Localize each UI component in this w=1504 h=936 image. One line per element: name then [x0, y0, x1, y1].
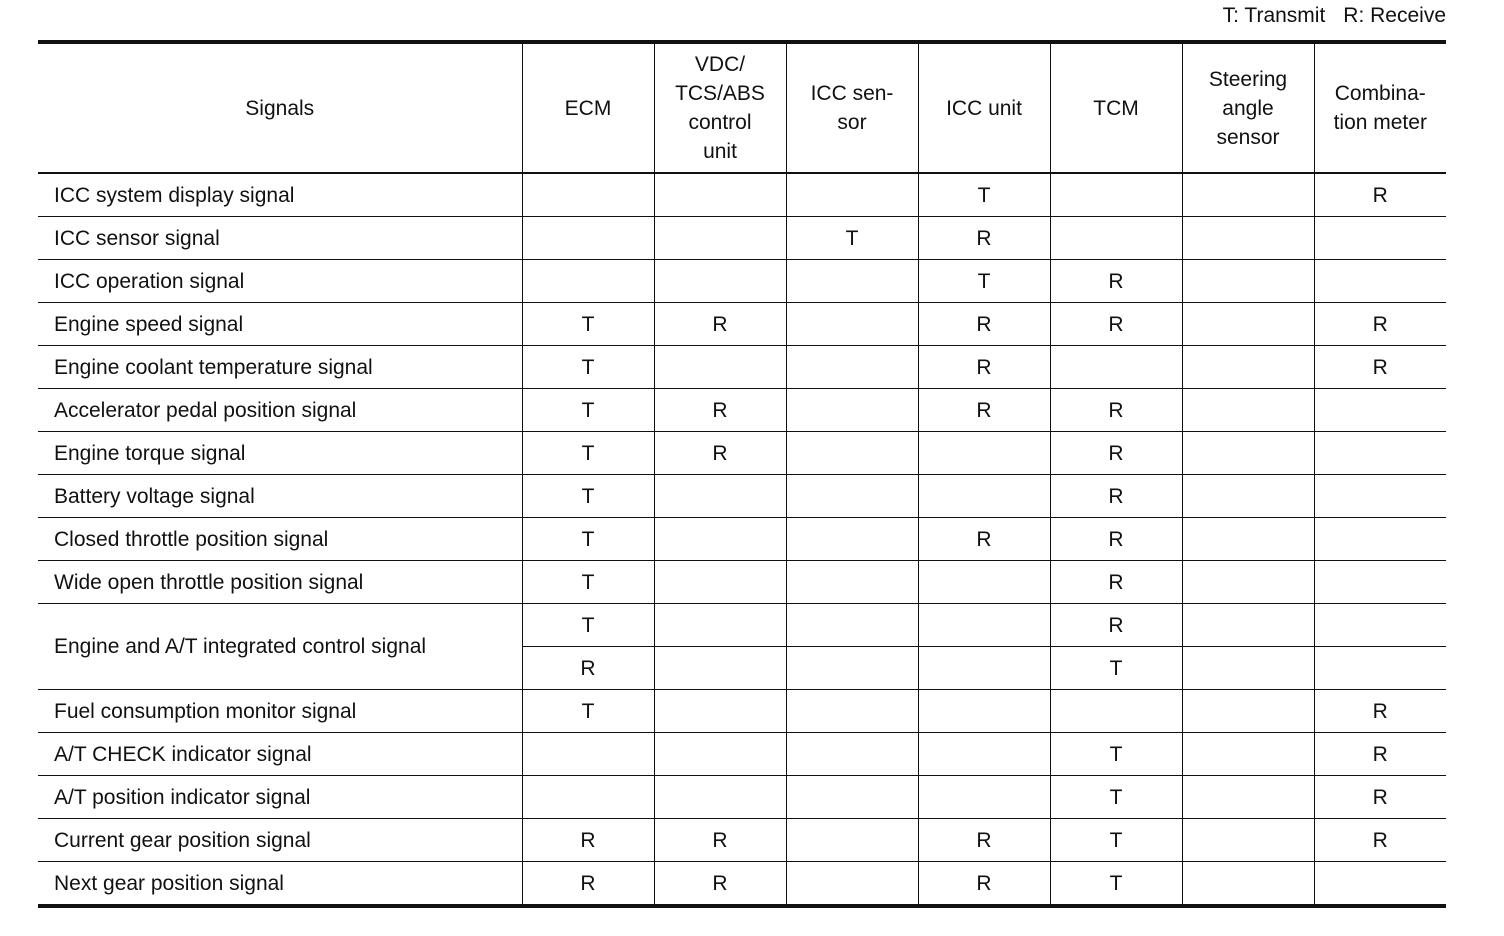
cell-icc-sensor	[786, 561, 918, 604]
cell-combination-meter: R	[1314, 733, 1446, 776]
cell-steering	[1182, 733, 1314, 776]
cell-icc-sensor	[786, 862, 918, 907]
cell-vdc	[654, 475, 786, 518]
cell-vdc	[654, 647, 786, 690]
cell-combination-meter	[1314, 217, 1446, 260]
cell-icc-sensor	[786, 819, 918, 862]
cell-ecm	[522, 776, 654, 819]
table-row	[38, 819, 1446, 862]
cell-combination-meter	[1314, 432, 1446, 475]
cell-vdc	[654, 604, 786, 647]
cell-icc-sensor	[786, 303, 918, 346]
table-row	[38, 389, 1446, 432]
cell-steering	[1182, 518, 1314, 561]
cell-vdc	[654, 346, 786, 389]
cell-combination-meter	[1314, 260, 1446, 303]
cell-tcm: R	[1050, 475, 1182, 518]
cell-icc-unit	[918, 690, 1050, 733]
cell-vdc	[654, 173, 786, 217]
cell-icc-unit	[918, 475, 1050, 518]
cell-steering	[1182, 303, 1314, 346]
cell-steering	[1182, 217, 1314, 260]
cell-ecm	[522, 217, 654, 260]
cell-icc-unit: R	[918, 389, 1050, 432]
cell-tcm: T	[1050, 647, 1182, 690]
cell-tcm: T	[1050, 776, 1182, 819]
cell-combination-meter: R	[1314, 819, 1446, 862]
cell-icc-sensor	[786, 173, 918, 217]
cell-tcm	[1050, 346, 1182, 389]
cell-vdc: R	[654, 432, 786, 475]
cell-icc-unit: R	[918, 217, 1050, 260]
cell-tcm: R	[1050, 561, 1182, 604]
cell-steering	[1182, 260, 1314, 303]
cell-combination-meter	[1314, 518, 1446, 561]
cell-ecm: T	[522, 303, 654, 346]
cell-combination-meter: R	[1314, 346, 1446, 389]
cell-tcm: T	[1050, 733, 1182, 776]
cell-steering	[1182, 389, 1314, 432]
legend	[1223, 4, 1446, 28]
header-ecm: ECM	[522, 42, 654, 173]
cell-combination-meter: R	[1314, 690, 1446, 733]
cell-ecm	[522, 260, 654, 303]
cell-ecm: T	[522, 346, 654, 389]
cell-steering	[1182, 690, 1314, 733]
cell-icc-unit: R	[918, 346, 1050, 389]
cell-tcm: R	[1050, 518, 1182, 561]
cell-vdc: R	[654, 389, 786, 432]
cell-ecm: R	[522, 862, 654, 907]
cell-combination-meter	[1314, 389, 1446, 432]
cell-icc-unit	[918, 647, 1050, 690]
signal-name: Closed throttle position signal	[38, 518, 522, 561]
cell-vdc	[654, 733, 786, 776]
signal-name: Next gear position signal	[38, 862, 522, 907]
cell-icc-unit: T	[918, 173, 1050, 217]
cell-ecm	[522, 173, 654, 217]
table-row	[38, 690, 1446, 733]
cell-icc-unit	[918, 733, 1050, 776]
table-row	[38, 260, 1446, 303]
table-row	[38, 518, 1446, 561]
cell-tcm: R	[1050, 604, 1182, 647]
signal-name: Engine and A/T integrated control signal	[38, 604, 522, 690]
cell-icc-sensor	[786, 776, 918, 819]
cell-tcm	[1050, 217, 1182, 260]
cell-ecm: T	[522, 518, 654, 561]
cell-vdc	[654, 690, 786, 733]
cell-steering	[1182, 432, 1314, 475]
cell-tcm: R	[1050, 303, 1182, 346]
cell-ecm: T	[522, 561, 654, 604]
cell-steering	[1182, 346, 1314, 389]
cell-ecm: T	[522, 604, 654, 647]
table-row	[38, 303, 1446, 346]
cell-combination-meter: R	[1314, 776, 1446, 819]
table-row	[38, 561, 1446, 604]
table-row	[38, 475, 1446, 518]
signal-name: Engine torque signal	[38, 432, 522, 475]
cell-ecm	[522, 733, 654, 776]
signal-name: Engine coolant temperature signal	[38, 346, 522, 389]
cell-icc-sensor	[786, 260, 918, 303]
cell-icc-unit: R	[918, 819, 1050, 862]
cell-steering	[1182, 561, 1314, 604]
header-row	[38, 42, 1446, 173]
can-signal-table	[38, 40, 1446, 908]
cell-vdc: R	[654, 862, 786, 907]
table-row	[38, 776, 1446, 819]
signal-name: ICC sensor signal	[38, 217, 522, 260]
cell-tcm: R	[1050, 432, 1182, 475]
table-row	[38, 217, 1446, 260]
cell-icc-unit: R	[918, 862, 1050, 907]
header-icc-unit: ICC unit	[918, 42, 1050, 173]
header-signals: Signals	[38, 42, 522, 173]
cell-icc-unit	[918, 561, 1050, 604]
cell-icc-unit: T	[918, 260, 1050, 303]
table-row	[38, 432, 1446, 475]
signal-name: A/T CHECK indicator signal	[38, 733, 522, 776]
cell-vdc: R	[654, 819, 786, 862]
cell-ecm: R	[522, 647, 654, 690]
cell-combination-meter: R	[1314, 173, 1446, 217]
cell-combination-meter	[1314, 862, 1446, 907]
cell-vdc	[654, 561, 786, 604]
cell-ecm: T	[522, 389, 654, 432]
cell-steering	[1182, 862, 1314, 907]
header-tcm: TCM	[1050, 42, 1182, 173]
cell-icc-unit: R	[918, 303, 1050, 346]
cell-icc-unit	[918, 604, 1050, 647]
signal-name: Battery voltage signal	[38, 475, 522, 518]
cell-combination-meter	[1314, 647, 1446, 690]
cell-tcm	[1050, 690, 1182, 733]
table-row	[38, 173, 1446, 217]
header-icc-sensor: ICC sen- sor	[786, 42, 918, 173]
cell-icc-unit	[918, 776, 1050, 819]
cell-tcm: T	[1050, 819, 1182, 862]
cell-icc-sensor	[786, 475, 918, 518]
header-vdc: VDC/ TCS/ABS control unit	[654, 42, 786, 173]
legend-receive: R: Receive	[1343, 4, 1446, 27]
cell-ecm: T	[522, 475, 654, 518]
signal-name: ICC operation signal	[38, 260, 522, 303]
legend-transmit: T: Transmit	[1222, 4, 1326, 27]
cell-ecm: T	[522, 690, 654, 733]
cell-icc-sensor	[786, 647, 918, 690]
signal-name: Accelerator pedal position signal	[38, 389, 522, 432]
cell-steering	[1182, 604, 1314, 647]
signal-name: Fuel consumption monitor signal	[38, 690, 522, 733]
header-combination-meter: Combina- tion meter	[1314, 42, 1446, 173]
table-row	[38, 346, 1446, 389]
table-row	[38, 604, 1446, 647]
signal-name: Wide open throttle position signal	[38, 561, 522, 604]
cell-tcm: R	[1050, 260, 1182, 303]
cell-steering	[1182, 173, 1314, 217]
cell-combination-meter	[1314, 604, 1446, 647]
table-row	[38, 862, 1446, 907]
cell-tcm	[1050, 173, 1182, 217]
cell-icc-unit	[918, 432, 1050, 475]
cell-icc-sensor	[786, 432, 918, 475]
signal-name: A/T position indicator signal	[38, 776, 522, 819]
cell-vdc	[654, 217, 786, 260]
cell-steering	[1182, 647, 1314, 690]
signal-name: Current gear position signal	[38, 819, 522, 862]
cell-icc-sensor	[786, 389, 918, 432]
cell-tcm: T	[1050, 862, 1182, 907]
cell-combination-meter: R	[1314, 303, 1446, 346]
cell-icc-unit: R	[918, 518, 1050, 561]
cell-combination-meter	[1314, 475, 1446, 518]
cell-vdc	[654, 776, 786, 819]
cell-steering	[1182, 475, 1314, 518]
cell-icc-sensor	[786, 346, 918, 389]
cell-steering	[1182, 819, 1314, 862]
cell-icc-sensor	[786, 733, 918, 776]
cell-vdc	[654, 518, 786, 561]
cell-vdc: R	[654, 303, 786, 346]
cell-icc-sensor	[786, 518, 918, 561]
cell-icc-sensor	[786, 690, 918, 733]
cell-icc-sensor	[786, 604, 918, 647]
cell-icc-sensor: T	[786, 217, 918, 260]
cell-combination-meter	[1314, 561, 1446, 604]
cell-ecm: T	[522, 432, 654, 475]
cell-steering	[1182, 776, 1314, 819]
signal-name: Engine speed signal	[38, 303, 522, 346]
table-row	[38, 733, 1446, 776]
cell-tcm: R	[1050, 389, 1182, 432]
header-steering: Steering angle sensor	[1182, 42, 1314, 173]
signal-name: ICC system display signal	[38, 173, 522, 217]
cell-ecm: R	[522, 819, 654, 862]
cell-vdc	[654, 260, 786, 303]
